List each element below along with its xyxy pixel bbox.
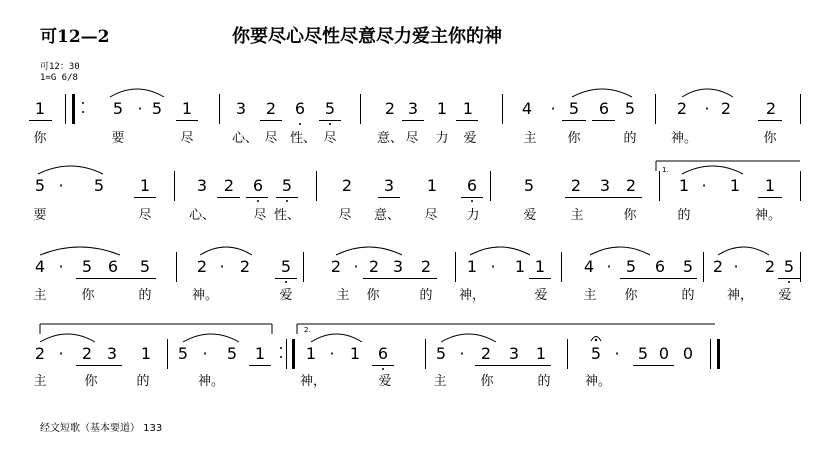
lyric: 爱 bbox=[463, 131, 477, 146]
low-octave-dot bbox=[257, 200, 259, 202]
note: · bbox=[701, 176, 707, 195]
note: · bbox=[58, 176, 64, 195]
note: 2 bbox=[368, 257, 380, 276]
note: 2 bbox=[480, 344, 492, 363]
note: 6 bbox=[377, 344, 389, 363]
underline bbox=[475, 365, 551, 366]
note: 3 bbox=[508, 344, 520, 363]
barline bbox=[561, 252, 562, 282]
lyric: 你 bbox=[366, 288, 380, 303]
low-octave-dot bbox=[382, 368, 384, 370]
repeat-dot bbox=[82, 102, 84, 104]
underline bbox=[176, 120, 198, 121]
note: 2 bbox=[765, 99, 777, 118]
slur bbox=[183, 334, 239, 342]
note: 1 bbox=[466, 257, 478, 276]
slur bbox=[38, 166, 103, 174]
note: · bbox=[202, 344, 208, 363]
lyric: 爱 bbox=[523, 208, 537, 223]
barline bbox=[174, 171, 175, 201]
note: 3 bbox=[235, 99, 247, 118]
underline bbox=[633, 365, 674, 366]
low-octave-dot bbox=[471, 200, 473, 202]
lyric: 主 bbox=[33, 374, 47, 389]
note: 1 bbox=[305, 344, 317, 363]
note: · bbox=[704, 99, 710, 118]
underline bbox=[372, 365, 394, 366]
barline bbox=[800, 252, 801, 282]
lyric: 尽 bbox=[253, 208, 267, 223]
note: 5 bbox=[226, 344, 238, 363]
repeat-dot bbox=[280, 356, 282, 358]
song-title: 你要尽心尽性尽意尽力爱主你的神 bbox=[232, 26, 502, 47]
lyric: 神。 bbox=[197, 374, 225, 389]
slur bbox=[336, 247, 402, 255]
lyric: 意、 bbox=[376, 131, 404, 146]
lyric: 的 bbox=[419, 288, 433, 303]
lyric: 性、 bbox=[273, 208, 301, 223]
barline bbox=[659, 171, 660, 201]
lyric: 尽 bbox=[323, 131, 337, 146]
lyric: 尽 bbox=[338, 208, 352, 223]
note: 1 bbox=[729, 176, 741, 195]
lyric: 力 bbox=[466, 208, 480, 223]
underline bbox=[260, 120, 282, 121]
lyric: 爱 bbox=[778, 288, 792, 303]
note: 1 bbox=[678, 176, 690, 195]
underline bbox=[378, 197, 400, 198]
lyric: 尽 bbox=[424, 208, 438, 223]
note: 1 bbox=[534, 257, 546, 276]
key-signature: 1=G 6/8 bbox=[40, 73, 78, 83]
volta-first-label: 1. bbox=[662, 166, 669, 174]
underline bbox=[461, 197, 483, 198]
note: 2 bbox=[720, 99, 732, 118]
note: · bbox=[550, 99, 556, 118]
slur bbox=[40, 334, 95, 342]
note: 3 bbox=[407, 99, 419, 118]
low-octave-dot bbox=[788, 281, 790, 283]
note: · bbox=[490, 257, 496, 276]
repeat-start-bar bbox=[72, 94, 75, 124]
slur bbox=[441, 334, 496, 342]
slur bbox=[110, 89, 164, 97]
low-octave-dot bbox=[329, 123, 331, 125]
lyric: 你 bbox=[480, 374, 494, 389]
note: 4 bbox=[521, 99, 533, 118]
lyric: 的 bbox=[138, 288, 152, 303]
note: 2 bbox=[223, 176, 235, 195]
repeat-end-bar bbox=[292, 339, 295, 369]
note: 2 bbox=[239, 257, 251, 276]
barline bbox=[316, 171, 317, 201]
lyric: 尽 bbox=[180, 131, 194, 146]
note: 1 bbox=[514, 257, 526, 276]
low-octave-dot bbox=[286, 200, 288, 202]
lyric: 神。 bbox=[584, 374, 612, 389]
lyric: 神， bbox=[299, 374, 327, 389]
note: 6 bbox=[598, 99, 610, 118]
underline bbox=[276, 197, 298, 198]
lyric: 你 bbox=[763, 131, 777, 146]
note: 4 bbox=[583, 257, 595, 276]
note: 5 bbox=[81, 257, 93, 276]
note: · bbox=[58, 257, 64, 276]
underline bbox=[246, 197, 268, 198]
lyric: 主 bbox=[336, 288, 350, 303]
lyric: 要 bbox=[33, 208, 47, 223]
note: 5 bbox=[624, 99, 636, 118]
barline bbox=[219, 94, 220, 124]
lyric: 性、 bbox=[289, 131, 317, 146]
note: · bbox=[137, 99, 143, 118]
slur bbox=[682, 166, 743, 174]
note: 2 bbox=[420, 257, 432, 276]
lyric: 的 bbox=[677, 208, 691, 223]
lyric: 爱 bbox=[378, 374, 392, 389]
note: 5 bbox=[625, 257, 637, 276]
note: · bbox=[329, 344, 335, 363]
note: 2 bbox=[34, 344, 46, 363]
underline bbox=[778, 278, 800, 279]
fermata-dot bbox=[595, 339, 597, 341]
underline bbox=[758, 197, 782, 198]
note: 5 bbox=[324, 99, 336, 118]
lyric: 尽 bbox=[405, 131, 419, 146]
note: 2 bbox=[81, 344, 93, 363]
note: 5 bbox=[637, 344, 649, 363]
repeat-dot bbox=[280, 347, 282, 349]
lyric: 主 bbox=[33, 288, 47, 303]
note: 3 bbox=[392, 257, 404, 276]
repeat-end-bar bbox=[286, 339, 287, 369]
lyric: 你 bbox=[81, 288, 95, 303]
note: 0 bbox=[658, 344, 670, 363]
note: 5 bbox=[112, 99, 124, 118]
note: 2 bbox=[625, 176, 637, 195]
note: 1 bbox=[535, 344, 547, 363]
lyric: 神， bbox=[458, 288, 486, 303]
slur bbox=[311, 334, 362, 342]
lyric: 尽 bbox=[264, 131, 278, 146]
note: 3 bbox=[196, 176, 208, 195]
note: 6 bbox=[252, 176, 264, 195]
lyric: 的 bbox=[537, 374, 551, 389]
note: 4 bbox=[34, 257, 46, 276]
note: 2 bbox=[265, 99, 277, 118]
underline bbox=[456, 120, 478, 121]
note: 5 bbox=[435, 344, 447, 363]
low-octave-dot bbox=[285, 281, 287, 283]
note: 5 bbox=[682, 257, 694, 276]
volta-second-label: 2. bbox=[304, 326, 311, 334]
barline bbox=[303, 252, 304, 282]
underline bbox=[249, 365, 271, 366]
song-code: 可12—2 bbox=[40, 27, 110, 47]
lyric: 力 bbox=[435, 131, 449, 146]
note: 2 bbox=[676, 99, 688, 118]
lyric: 意、 bbox=[373, 208, 401, 223]
note: 1 bbox=[139, 176, 151, 195]
note: 6 bbox=[107, 257, 119, 276]
underline bbox=[562, 120, 586, 121]
lyric: 主 bbox=[570, 208, 584, 223]
lyric: 主 bbox=[523, 131, 537, 146]
lyric: 你 bbox=[33, 131, 47, 146]
slur bbox=[682, 89, 733, 97]
note: 5 bbox=[523, 176, 535, 195]
repeat-start-bar bbox=[65, 94, 66, 124]
note: 5 bbox=[93, 176, 105, 195]
low-octave-dot bbox=[299, 123, 301, 125]
lyric: 心、 bbox=[188, 208, 216, 223]
note: · bbox=[606, 257, 612, 276]
lyric: 神。 bbox=[754, 208, 782, 223]
underline bbox=[319, 120, 341, 121]
note: 1 bbox=[436, 99, 448, 118]
lyric: 神， bbox=[726, 288, 754, 303]
note: 2 bbox=[712, 257, 724, 276]
note: 2 bbox=[196, 257, 208, 276]
note: 6 bbox=[466, 176, 478, 195]
lyric: 主 bbox=[433, 374, 447, 389]
note: · bbox=[58, 344, 64, 363]
note: 5 bbox=[139, 257, 151, 276]
underline bbox=[402, 120, 424, 121]
lyric: 你 bbox=[624, 288, 638, 303]
note: 5 bbox=[568, 99, 580, 118]
underline bbox=[565, 197, 642, 198]
barline bbox=[455, 252, 456, 282]
note: 5 bbox=[590, 344, 602, 363]
note: 3 bbox=[599, 176, 611, 195]
lyric: 要 bbox=[111, 131, 125, 146]
note: 1 bbox=[462, 99, 474, 118]
lyric: 你 bbox=[84, 374, 98, 389]
lyric: 你 bbox=[623, 208, 637, 223]
lyric: 爱 bbox=[534, 288, 548, 303]
barline bbox=[655, 94, 656, 124]
underline bbox=[620, 278, 697, 279]
note: 2 bbox=[330, 257, 342, 276]
barline bbox=[800, 171, 801, 201]
underline bbox=[592, 120, 615, 121]
note: · bbox=[614, 344, 620, 363]
note: 5 bbox=[34, 176, 46, 195]
final-bar bbox=[717, 339, 720, 369]
note: 2 bbox=[341, 176, 353, 195]
lyric: 神。 bbox=[191, 288, 219, 303]
note: 1 bbox=[349, 344, 361, 363]
lyric: 心、 bbox=[231, 131, 259, 146]
note: 1 bbox=[181, 99, 193, 118]
repeat-dot bbox=[82, 111, 84, 113]
underline bbox=[76, 278, 156, 279]
underline bbox=[758, 120, 782, 121]
note: · bbox=[219, 257, 225, 276]
scripture-ref: 可12：30 bbox=[40, 62, 80, 72]
note: 1 bbox=[764, 176, 776, 195]
underline bbox=[363, 278, 437, 279]
underline bbox=[529, 278, 551, 279]
underline bbox=[275, 278, 297, 279]
note: · bbox=[459, 344, 465, 363]
note: 1 bbox=[34, 99, 46, 118]
note: 6 bbox=[654, 257, 666, 276]
barline bbox=[360, 94, 361, 124]
note: 2 bbox=[764, 257, 776, 276]
source-footer: 经文短歌（基本要道） 133 bbox=[40, 423, 163, 434]
lyric: 尽 bbox=[138, 208, 152, 223]
slur bbox=[40, 247, 120, 255]
note: 0 bbox=[682, 344, 694, 363]
note: 5 bbox=[177, 344, 189, 363]
lyric: 神。 bbox=[670, 131, 698, 146]
lyric: 的 bbox=[136, 374, 150, 389]
lyric: 的 bbox=[681, 288, 695, 303]
underline bbox=[217, 197, 240, 198]
underline bbox=[76, 365, 122, 366]
barline bbox=[167, 339, 168, 369]
note: 2 bbox=[570, 176, 582, 195]
final-bar bbox=[710, 339, 711, 369]
barline bbox=[490, 171, 491, 201]
note: 5 bbox=[151, 99, 163, 118]
lyric: 爱 bbox=[279, 288, 293, 303]
barline bbox=[567, 339, 568, 369]
note: 1 bbox=[140, 344, 152, 363]
note: 3 bbox=[106, 344, 118, 363]
underline bbox=[29, 120, 52, 121]
barline bbox=[800, 94, 801, 124]
note: 2 bbox=[384, 99, 396, 118]
lyric: 你 bbox=[567, 131, 581, 146]
lyric: 的 bbox=[623, 131, 637, 146]
slur bbox=[200, 247, 252, 255]
barline bbox=[176, 252, 177, 282]
barline bbox=[703, 252, 704, 282]
slur bbox=[590, 247, 650, 255]
note: 1 bbox=[254, 344, 266, 363]
note: 6 bbox=[294, 99, 306, 118]
note: 5 bbox=[280, 257, 292, 276]
slur bbox=[572, 89, 632, 97]
note: · bbox=[353, 257, 359, 276]
note: 5 bbox=[281, 176, 293, 195]
slur bbox=[718, 247, 769, 255]
slur bbox=[470, 247, 530, 255]
lyric: 主 bbox=[583, 288, 597, 303]
barline bbox=[502, 94, 503, 124]
note: 3 bbox=[383, 176, 395, 195]
barline bbox=[425, 339, 426, 369]
note: 5 bbox=[783, 257, 795, 276]
note: · bbox=[733, 257, 739, 276]
underline bbox=[134, 197, 156, 198]
note: 1 bbox=[426, 176, 438, 195]
